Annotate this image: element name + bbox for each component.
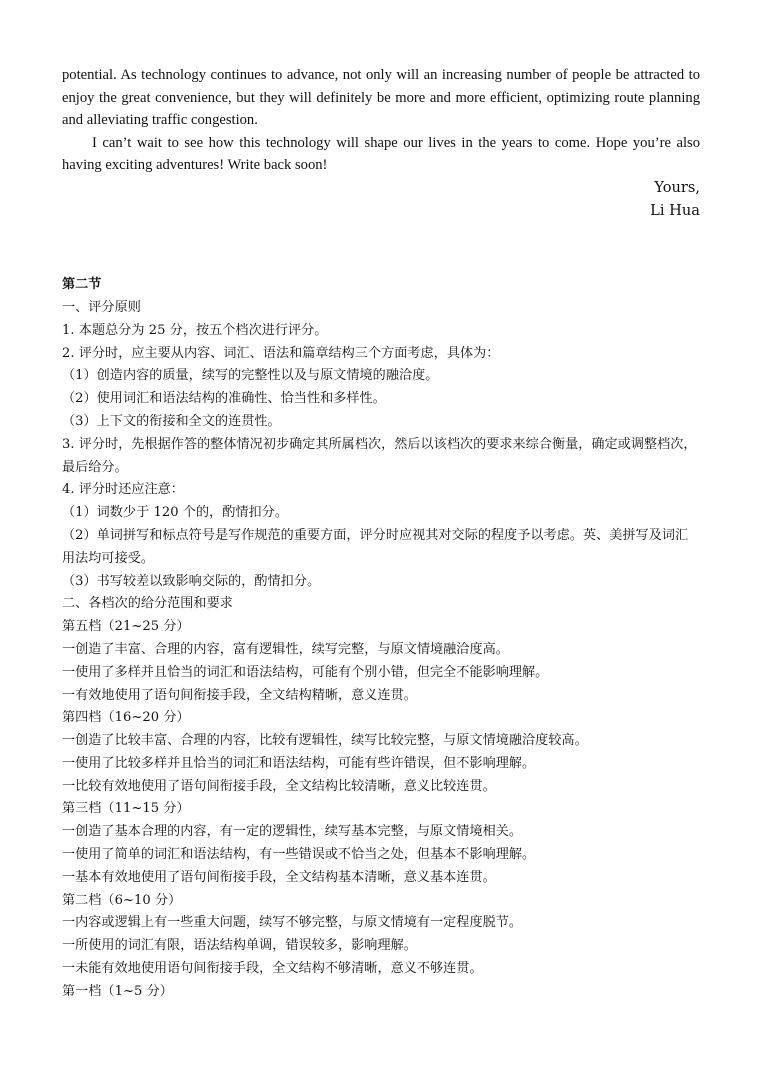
section-line: （3）书写较差以致影响交际的，酌情扣分。 bbox=[62, 573, 321, 589]
section-line: 2. 评分时，应主要从内容、词汇、语法和篇章结构三个方面考虑，具体为： bbox=[62, 345, 500, 361]
section-line: 一使用了多样并且恰当的词汇和语法结构，可能有个别小错，但完全不能影响理解。 bbox=[62, 664, 549, 680]
section-line: 1. 本题总分为 25 分，按五个档次进行评分。 bbox=[62, 322, 328, 338]
section-line: 3. 评分时，先根据作答的整体情况初步确定其所属档次，然后以该档次的要求来综合衡量，确定或调整档次，最后给分。 bbox=[62, 436, 697, 475]
section-line: 一基本有效地使用了语句间衔接手段，全文结构基本清晰，意义基本连贯。 bbox=[62, 869, 496, 885]
section-line: 一有效地使用了语句间衔接手段，全文结构精晰，意义连贯。 bbox=[62, 687, 417, 703]
section-line: （2）单词拼写和标点符号是写作规范的重要方面，评分时应视其对交际的程度予以考虑。英、美拼写及词汇用法均可接受。 bbox=[62, 527, 689, 566]
section-line: 一比较有效地使用了语句间衔接手段，全文结构比较清晰，意义比较连贯。 bbox=[62, 778, 496, 794]
section-line: （1）词数少于 120 个的，酌情扣分。 bbox=[62, 505, 288, 521]
section-line: 一使用了简单的词汇和语法结构，有一些错误或不恰当之处，但基本不影响理解。 bbox=[62, 847, 536, 863]
grade-heading: 第二档（6~10 分） bbox=[62, 892, 182, 908]
section-line: 一、评分原则 bbox=[62, 299, 141, 315]
section-line: 一使用了比较多样并且恰当的词汇和语法结构，可能有些许错误，但不影响理解。 bbox=[62, 755, 536, 771]
section-line: 一创造了丰富、合理的内容，富有逻辑性，续写完整，与原文情境融洽度高。 bbox=[62, 641, 509, 657]
letter-paragraph: I can’t wait to see how this technology will shape our lives in the years to come. Hope you’re also having exciting adventures! Write back soon! bbox=[62, 134, 700, 174]
letter-paragraph: potential. As technology continues to advance, not only will an increasing number of people be attracted to enjoy the great convenience, but they will definitely be more and more efficient, optimizing route planning and alleviating traffic congestion. bbox=[62, 67, 700, 129]
letter-body bbox=[62, 64, 700, 177]
letter-closing: Yours, bbox=[654, 178, 700, 196]
section-line: 一内容或逻辑上有一些重大问题，续写不够完整，与原文情境有一定程度脱节。 bbox=[62, 915, 523, 931]
section-line: 一未能有效地使用语句间衔接手段，全文结构不够清晰，意义不够连贯。 bbox=[62, 961, 483, 977]
letter-signature: Li Hua bbox=[650, 201, 700, 219]
grade-heading: 第一档（1~5 分） bbox=[62, 983, 173, 999]
section-line: 一创造了比较丰富、合理的内容，比较有逻辑性，续写比较完整，与原文情境融洽度较高。 bbox=[62, 733, 588, 749]
section-line: 二、各档次的给分范围和要求 bbox=[62, 596, 233, 612]
section-line: 一所使用的词汇有限，语法结构单调，错误较多，影响理解。 bbox=[62, 938, 417, 954]
section-line: （3）上下文的衔接和全文的连贯性。 bbox=[62, 413, 281, 429]
section-line: （2）使用词汇和语法结构的准确性、恰当性和多样性。 bbox=[62, 391, 386, 407]
grade-heading: 第五档（21~25 分） bbox=[62, 619, 190, 635]
section-line: 一创造了基本合理的内容，有一定的逻辑性，续写基本完整，与原文情境相关。 bbox=[62, 824, 523, 840]
grade-heading: 第三档（11~15 分） bbox=[62, 801, 190, 817]
scoring-section bbox=[62, 274, 700, 1004]
section-line: （1）创造内容的质量，续写的完整性以及与原文情境的融洽度。 bbox=[62, 368, 439, 384]
document-page bbox=[62, 64, 700, 1004]
grade-heading: 第四档（16~20 分） bbox=[62, 710, 190, 726]
section-title: 第二节 bbox=[62, 277, 102, 293]
section-line: 4. 评分时还应注意： bbox=[62, 482, 184, 498]
